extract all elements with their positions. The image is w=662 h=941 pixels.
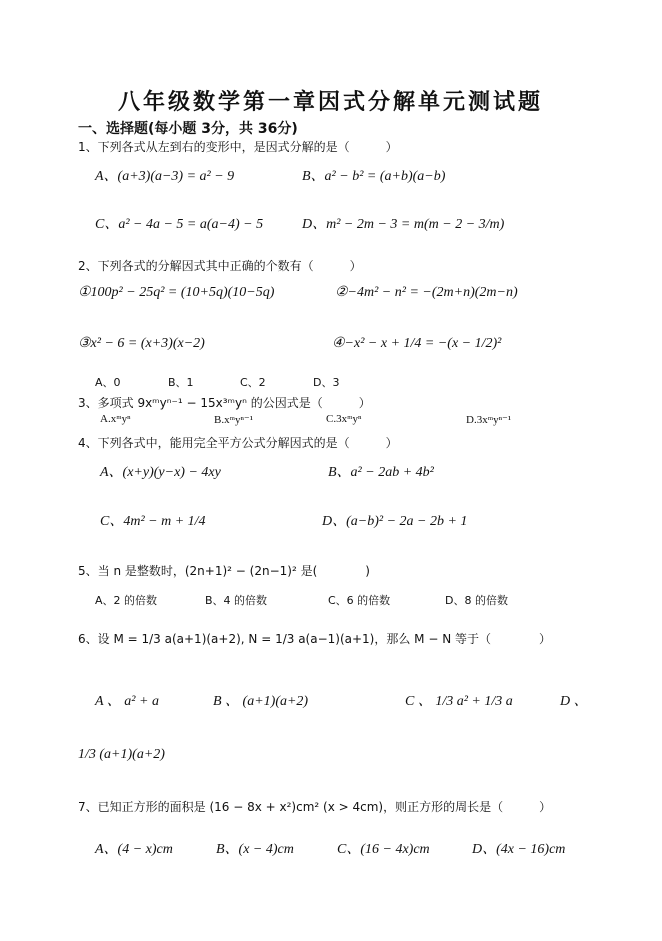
q5-option-b: B、4 的倍数 [205, 594, 268, 607]
q2-option-b: B、1 [168, 376, 194, 389]
q6-option-b: B 、 (a+1)(a+2) [213, 694, 309, 709]
q6-stem: 6、设 M = 1/3 a(a+1)(a+2), N = 1/3 a(a−1)(a+1)，那么 M − N 等于（ ） [78, 632, 552, 646]
q5-option-a: A、2 的倍数 [95, 594, 158, 607]
q2-option-d: D、3 [313, 376, 340, 389]
q7-option-d: D、(4x − 16)cm [472, 842, 566, 857]
q7-option-a: A、(4 − x)cm [95, 842, 173, 857]
q4-option-b: B、a² − 2ab + 4b² [328, 465, 434, 480]
q2-option-a: A、0 [95, 376, 121, 389]
q4-stem: 4、下列各式中，能用完全平方公式分解因式的是（ ） [78, 436, 398, 450]
q6-option-d-cont: 1/3 (a+1)(a+2) [78, 747, 165, 762]
q5-option-d: D、8 的倍数 [445, 594, 508, 607]
q6-option-a: A 、 a² + a [95, 694, 159, 709]
q3-stem: 3、多项式 9xᵐyⁿ⁻¹ − 15x³ᵐyⁿ 的公因式是（ ） [78, 396, 371, 410]
q1-option-b: B、a² − b² = (a+b)(a−b) [302, 169, 446, 184]
q3-option-d: D.3xᵐyⁿ⁻¹ [466, 414, 512, 426]
q7-stem: 7、已知正方形的面积是 (16 − 8x + x²)cm² (x > 4cm)，则正方形的周长是（ ） [78, 800, 552, 814]
q2-item-2: ②−4m² − n² = −(2m+n)(2m−n) [335, 285, 518, 300]
q4-option-c: C、4m² − m + 1/4 [100, 514, 206, 529]
q4-option-a: A、(x+y)(y−x) − 4xy [100, 465, 221, 480]
q5-stem: 5、当 n 是整数时，(2n+1)² − (2n−1)² 是( ) [78, 564, 370, 578]
q5-option-c: C、6 的倍数 [328, 594, 391, 607]
q1-option-d: D、m² − 2m − 3 = m(m − 2 − 3/m) [302, 217, 505, 232]
q1-option-c: C、a² − 4a − 5 = a(a−4) − 5 [95, 217, 264, 232]
q3-option-c: C.3xᵐyⁿ [326, 413, 362, 425]
q7-option-c: C、(16 − 4x)cm [337, 842, 430, 857]
q2-item-3: ③x² − 6 = (x+3)(x−2) [78, 336, 205, 351]
q2-option-c: C、2 [240, 376, 266, 389]
q7-option-b: B、(x − 4)cm [216, 842, 294, 857]
q2-item-4: ④−x² − x + 1/4 = −(x − 1/2)² [332, 336, 502, 351]
section-heading: 一、选择题(每小题 3分，共 36分) [78, 121, 298, 137]
page-title: 八年级数学第一章因式分解单元测试题 [118, 89, 544, 115]
q1-stem: 1、下列各式从左到右的变形中，是因式分解的是（ ） [78, 140, 398, 154]
q4-option-d: D、(a−b)² − 2a − 2b + 1 [322, 514, 468, 529]
q3-option-b: B.xᵐyⁿ⁻¹ [214, 414, 254, 426]
q1-option-a: A、(a+3)(a−3) = a² − 9 [95, 169, 235, 184]
q2-item-1: ①100p² − 25q² = (10+5q)(10−5q) [78, 285, 275, 300]
q6-option-c: C 、 1/3 a² + 1/3 a [405, 694, 513, 709]
q6-option-d: D 、 [560, 694, 588, 709]
q2-stem: 2、下列各式的分解因式其中正确的个数有（ ） [78, 259, 362, 273]
q3-option-a: A.xᵐyⁿ [100, 413, 131, 425]
